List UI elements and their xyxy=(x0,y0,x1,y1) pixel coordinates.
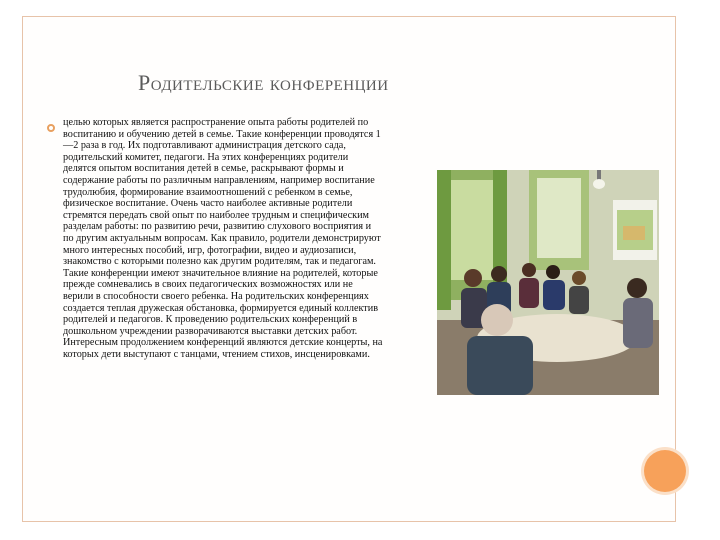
bullet-icon xyxy=(47,124,55,132)
accent-circle xyxy=(644,450,686,492)
body-text: целью которых является распространение опыта работы родителей по воспитанию и обучению детей в семье. Такие конференции проводятся 1—2 раза в год. Их подготавливают администрация детского сада, родительский комитет, педагоги. На этих конференциях родители делятся опытом воспитания детей в семье, раскрывают формы и содержание работы по различным направлениям, например воспитание трудолюбия, формирование взаимоотношений с ребенком в семье, физическое воспитание. Очень часто наиболее активные родители стремятся передать свой опыт по наиболее трудным и специфическим разделам работы: по развитию речи, развитию слухового восприятия и по другим актуальным вопросам. Как правило, родители демонстрируют много интересных пособий, игр, фотографии, видео и аудиозаписи, знакомство с которыми полезно как другим родителям, так и педагогам. Такие конференции имеют значительное влияние на родителей, которые прежде сомневались в своих педагогических возможностях или не верили в способности своего ребенка. На родительских конференциях создается теплая дружеская обстановка, формируется единый коллектив родителей и педагогов. К проведению родительских конференций в дошкольном учреждении разворачиваются выставки детских работ. Интересным продолжением конференций являются детские концерты, на которых дети выступают с танцами, чтением стихов, инсценировками. xyxy=(63,117,383,360)
conference-photo xyxy=(437,170,659,395)
page-title: Родительские конференции xyxy=(138,70,389,95)
